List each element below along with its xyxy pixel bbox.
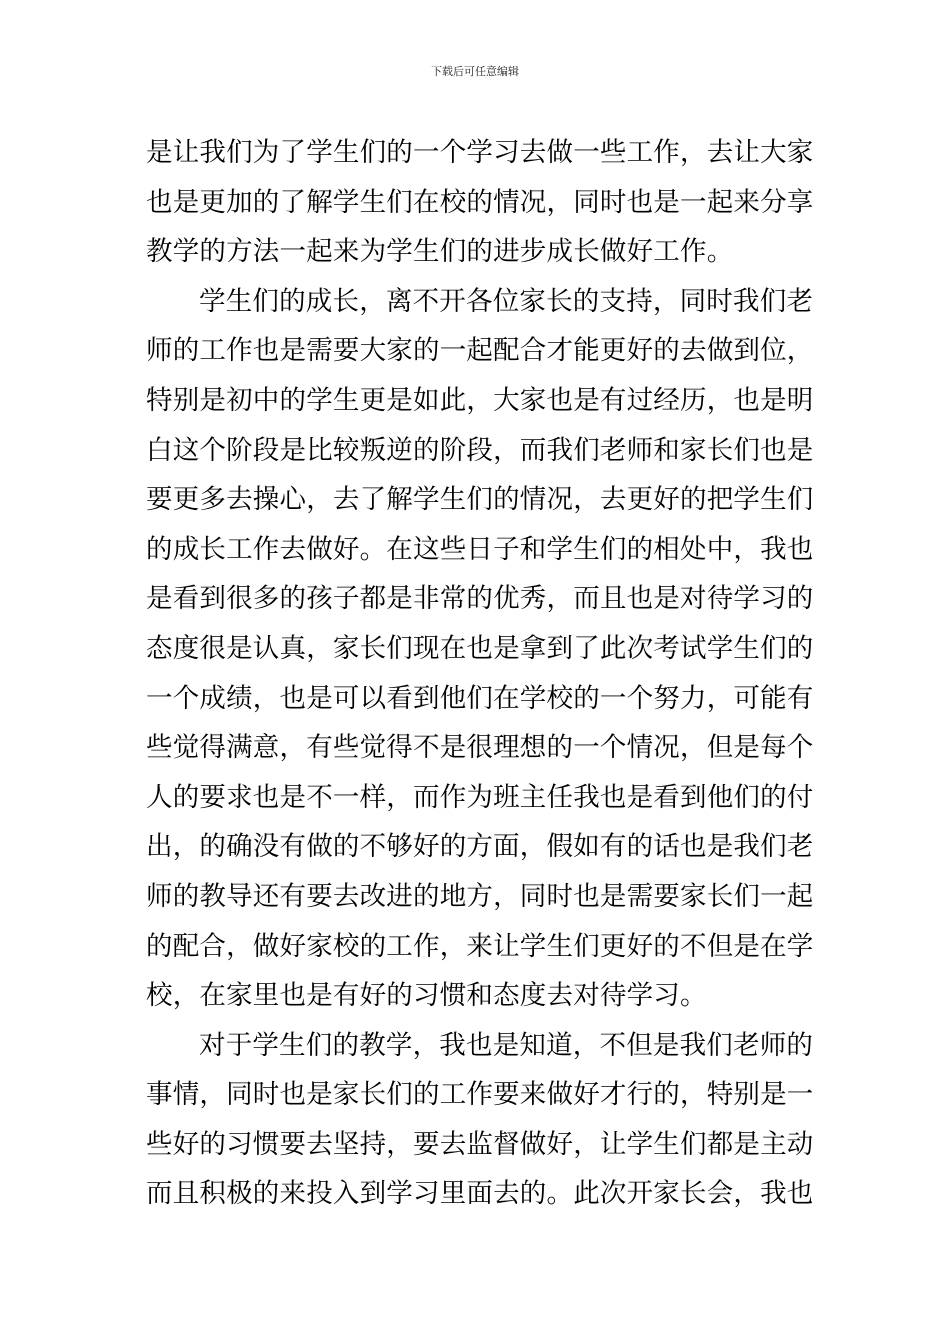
text-line: 而且积极的来投入到学习里面去的。此次开家长会，我也	[146, 1178, 814, 1210]
text-line: 教学的方法一起来为学生们的进步成长做好工作。	[146, 236, 734, 268]
text-line: 特别是初中的学生更是如此，大家也是有过经历，也是明	[146, 384, 814, 416]
text-line: 的成长工作去做好。在这些日子和学生们的相处中，我也	[146, 533, 814, 565]
text-line: 是看到很多的孩子都是非常的优秀，而且也是对待学习的	[146, 583, 814, 615]
paragraph-start-line: 对于学生们的教学，我也是知道，不但是我们老师的	[199, 1029, 814, 1061]
paragraph-start-line: 学生们的成长，离不开各位家长的支持，同时我们老	[199, 285, 814, 317]
text-line: 白这个阶段是比较叛逆的阶段，而我们老师和家长们也是	[146, 434, 814, 466]
text-line: 事情，同时也是家长们的工作要来做好才行的，特别是一	[146, 1079, 814, 1111]
text-line: 师的工作也是需要大家的一起配合才能更好的去做到位，	[146, 335, 814, 367]
text-line: 人的要求也是不一样，而作为班主任我也是看到他们的付	[146, 781, 814, 813]
text-line: 些好的习惯要去坚持，要去监督做好，让学生们都是主动	[146, 1128, 814, 1160]
text-line: 些觉得满意，有些觉得不是很理想的一个情况，但是每个	[146, 732, 814, 764]
text-line: 出，的确没有做的不够好的方面，假如有的话也是我们老	[146, 831, 814, 863]
text-line: 要更多去操心，去了解学生们的情况，去更好的把学生们	[146, 484, 814, 516]
text-line: 的配合，做好家校的工作，来让学生们更好的不但是在学	[146, 930, 814, 962]
body-text	[146, 128, 814, 1219]
text-line: 一个成绩，也是可以看到他们在学校的一个努力，可能有	[146, 682, 814, 714]
text-line: 师的教导还有要去改进的地方，同时也是需要家长们一起	[146, 880, 814, 912]
text-line: 态度很是认真，家长们现在也是拿到了此次考试学生们的	[146, 632, 814, 664]
text-line: 也是更加的了解学生们在校的情况，同时也是一起来分享	[146, 186, 814, 218]
text-line: 是让我们为了学生们的一个学习去做一些工作，去让大家	[146, 137, 814, 168]
page-header: 下载后可任意编辑	[431, 65, 519, 78]
text-line: 校，在家里也是有好的习惯和态度去对待学习。	[146, 980, 707, 1012]
